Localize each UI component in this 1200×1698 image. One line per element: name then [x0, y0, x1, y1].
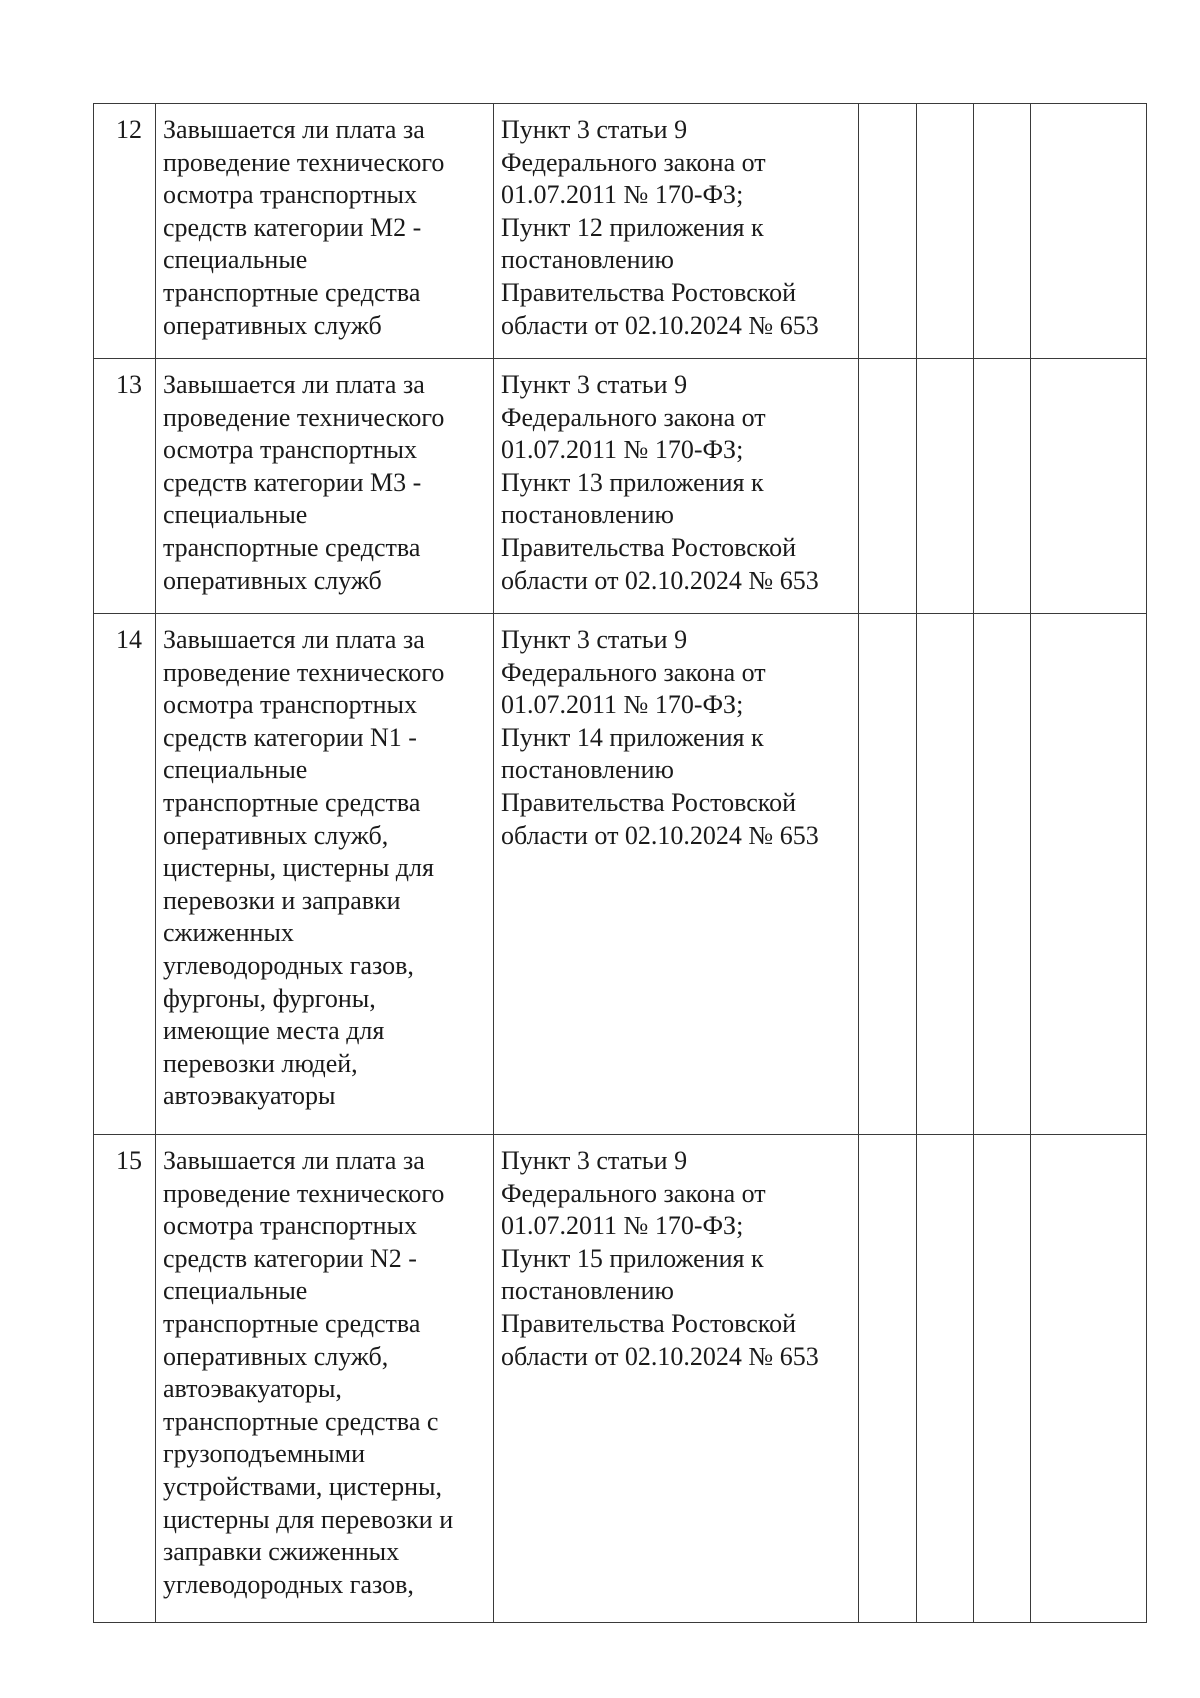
- reference-line: Пункт 12 приложения к: [501, 212, 764, 242]
- question-line: осмотра транспортных: [163, 435, 418, 465]
- answer-no-cell[interactable]: [917, 359, 974, 614]
- question-line: сжиженных: [163, 918, 294, 948]
- row-number: 15: [94, 1135, 156, 1623]
- question-cell: [156, 1135, 494, 1623]
- answer-na-cell[interactable]: [974, 359, 1031, 614]
- note-cell[interactable]: [1031, 614, 1147, 1135]
- question-cell: [156, 614, 494, 1135]
- reference-line: Правительства Ростовской: [501, 532, 797, 562]
- answer-na-cell[interactable]: [974, 1135, 1031, 1623]
- question-line: грузоподъемными: [163, 1439, 366, 1469]
- question-line: Завышается ли плата за: [163, 115, 425, 144]
- reference-line: Правительства Ростовской: [501, 787, 797, 817]
- reference-line: области от 02.10.2024 № 653: [501, 820, 819, 850]
- legal-reference-cell: [494, 104, 859, 359]
- answer-no-cell[interactable]: [917, 1135, 974, 1623]
- legal-reference-cell: [494, 359, 859, 614]
- checklist-table: [93, 103, 1147, 1623]
- legal-reference-cell: [494, 614, 859, 1135]
- reference-line: Федерального закона от: [501, 657, 766, 687]
- question-cell: [156, 359, 494, 614]
- reference-line: постановлению: [501, 500, 674, 530]
- question-line: Завышается ли плата за: [163, 625, 425, 654]
- question-line: транспортные средства: [163, 787, 421, 817]
- legal-reference-cell: [494, 1135, 859, 1623]
- question-cell: [156, 104, 494, 359]
- reference-line: области от 02.10.2024 № 653: [501, 310, 819, 340]
- row-number: 14: [94, 614, 156, 1135]
- answer-no-cell[interactable]: [917, 614, 974, 1135]
- reference-line: Пункт 3 статьи 9: [501, 1146, 688, 1175]
- question-line: автоэвакуаторы,: [163, 1374, 342, 1404]
- reference-line: Пункт 3 статьи 9: [501, 370, 688, 399]
- question-line: проведение технического: [163, 657, 445, 687]
- question-line: имеющие места для: [163, 1016, 385, 1046]
- question-line: специальные: [163, 755, 308, 785]
- reference-line: Федерального закона от: [501, 1178, 766, 1208]
- question-line: проведение технического: [163, 1178, 445, 1208]
- table-body: [94, 104, 1147, 1623]
- reference-line: Пункт 3 статьи 9: [501, 115, 688, 144]
- question-line: оперативных служб: [163, 565, 382, 595]
- question-line: цистерны, цистерны для: [163, 853, 434, 883]
- reference-line: Федерального закона от: [501, 402, 766, 432]
- table-row: [94, 359, 1147, 614]
- question-line: заправки сжиженных: [163, 1537, 400, 1567]
- question-line: специальные: [163, 500, 308, 530]
- question-line: транспортные средства: [163, 532, 421, 562]
- question-line: Завышается ли плата за: [163, 370, 425, 399]
- question-line: средств категории N1 -: [163, 722, 417, 752]
- question-line: специальные: [163, 245, 308, 275]
- row-number: 12: [94, 104, 156, 359]
- row-number: 13: [94, 359, 156, 614]
- question-line: оперативных служб: [163, 310, 382, 340]
- reference-line: 01.07.2011 № 170-ФЗ;: [501, 1211, 744, 1241]
- reference-line: Правительства Ростовской: [501, 277, 797, 307]
- question-line: средств категории N2 -: [163, 1243, 417, 1273]
- note-cell[interactable]: [1031, 104, 1147, 359]
- reference-line: 01.07.2011 № 170-ФЗ;: [501, 435, 744, 465]
- question-line: цистерны для перевозки и: [163, 1504, 454, 1534]
- reference-line: постановлению: [501, 755, 674, 785]
- question-line: Завышается ли плата за: [163, 1146, 425, 1175]
- table-row: [94, 1135, 1147, 1623]
- reference-line: постановлению: [501, 1276, 674, 1306]
- reference-line: Пункт 13 приложения к: [501, 467, 764, 497]
- question-line: устройствами, цистерны,: [163, 1471, 443, 1501]
- reference-line: Пункт 15 приложения к: [501, 1243, 764, 1273]
- question-line: углеводородных газов,: [163, 950, 414, 980]
- question-line: средств категории М3 -: [163, 467, 422, 497]
- question-line: осмотра транспортных: [163, 180, 418, 210]
- table-row: [94, 614, 1147, 1135]
- answer-yes-cell[interactable]: [859, 614, 917, 1135]
- answer-na-cell[interactable]: [974, 104, 1031, 359]
- answer-no-cell[interactable]: [917, 104, 974, 359]
- question-line: проведение технического: [163, 402, 445, 432]
- reference-line: Пункт 3 статьи 9: [501, 625, 688, 654]
- reference-line: области от 02.10.2024 № 653: [501, 1341, 819, 1371]
- reference-line: Пункт 14 приложения к: [501, 722, 764, 752]
- note-cell[interactable]: [1031, 1135, 1147, 1623]
- reference-line: Федерального закона от: [501, 147, 766, 177]
- question-line: углеводородных газов,: [163, 1569, 414, 1599]
- answer-na-cell[interactable]: [974, 614, 1031, 1135]
- answer-yes-cell[interactable]: [859, 1135, 917, 1623]
- reference-line: Правительства Ростовской: [501, 1308, 797, 1338]
- reference-line: постановлению: [501, 245, 674, 275]
- question-line: средств категории М2 -: [163, 212, 422, 242]
- answer-yes-cell[interactable]: [859, 104, 917, 359]
- question-line: транспортные средства: [163, 1308, 421, 1338]
- table-row: [94, 104, 1147, 359]
- question-line: транспортные средства: [163, 277, 421, 307]
- question-line: перевозки людей,: [163, 1048, 358, 1078]
- reference-line: 01.07.2011 № 170-ФЗ;: [501, 180, 744, 210]
- question-line: оперативных служб,: [163, 820, 389, 850]
- answer-yes-cell[interactable]: [859, 359, 917, 614]
- question-line: транспортные средства с: [163, 1406, 439, 1436]
- question-line: проведение технического: [163, 147, 445, 177]
- note-cell[interactable]: [1031, 359, 1147, 614]
- question-line: оперативных служб,: [163, 1341, 389, 1371]
- question-line: автоэвакуаторы: [163, 1081, 336, 1111]
- question-line: осмотра транспортных: [163, 690, 418, 720]
- reference-line: области от 02.10.2024 № 653: [501, 565, 819, 595]
- question-line: перевозки и заправки: [163, 885, 401, 915]
- question-line: фургоны, фургоны,: [163, 983, 376, 1013]
- reference-line: 01.07.2011 № 170-ФЗ;: [501, 690, 744, 720]
- question-line: осмотра транспортных: [163, 1211, 418, 1241]
- question-line: специальные: [163, 1276, 308, 1306]
